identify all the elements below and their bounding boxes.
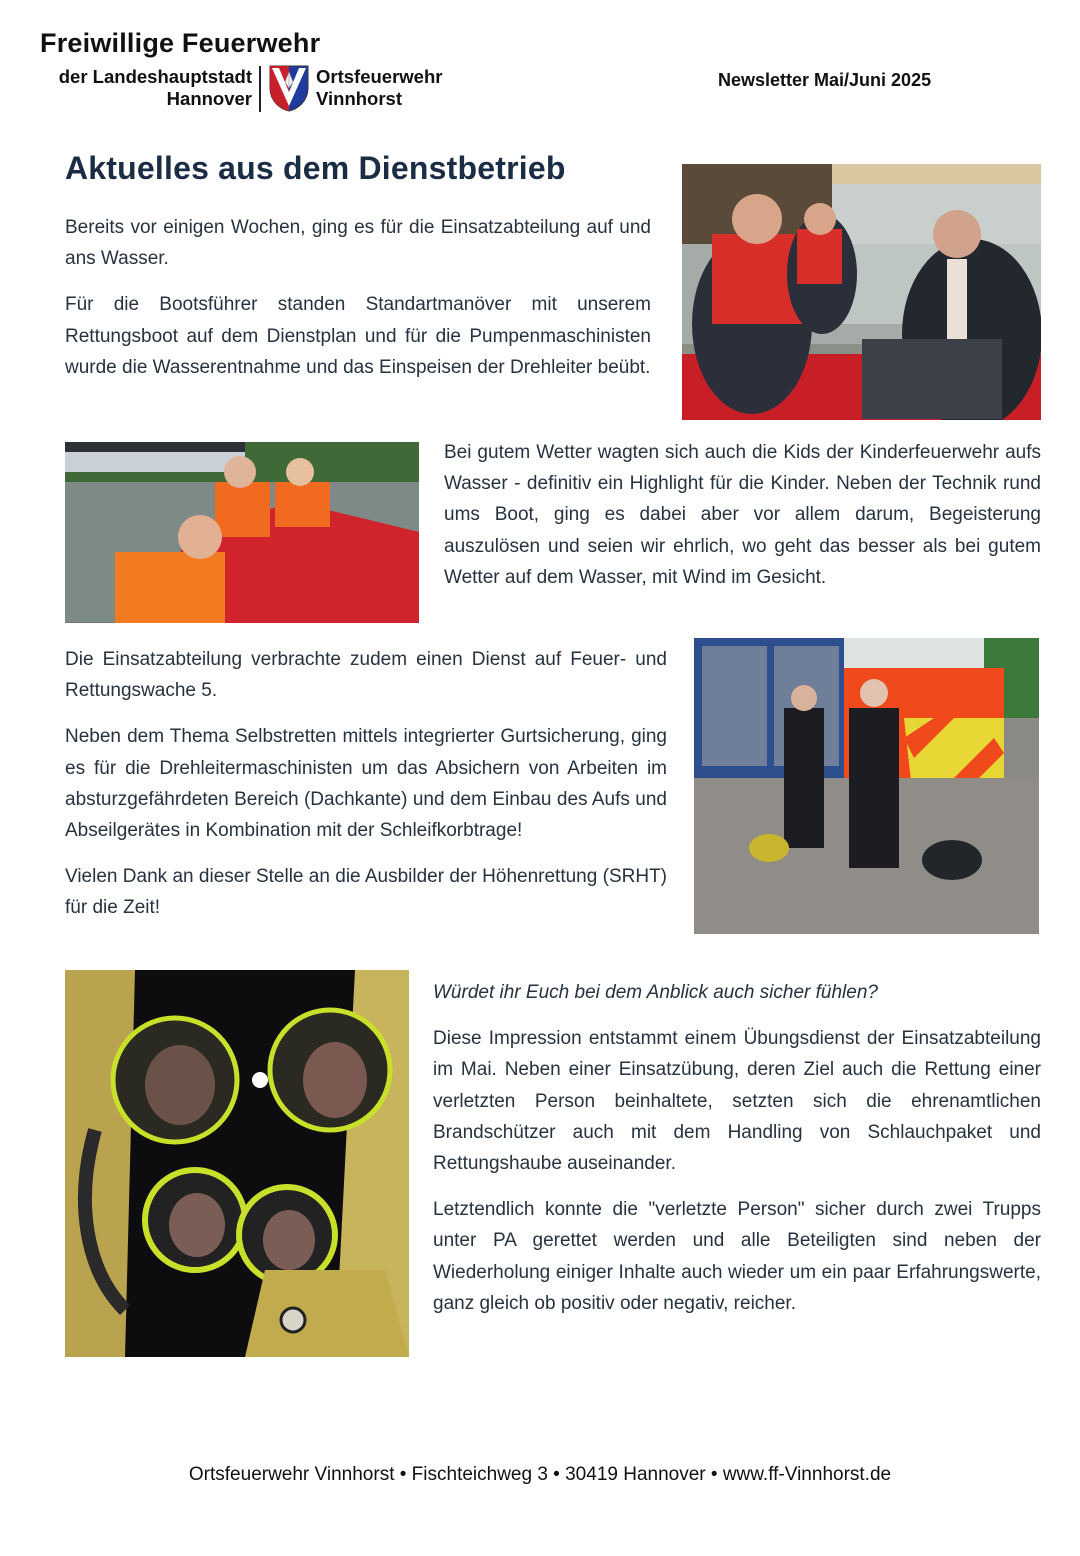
photo-rescue-boat-crew	[682, 164, 1041, 420]
org-right-line1: Ortsfeuerwehr	[316, 66, 443, 87]
paragraph: Neben dem Thema Selbstretten mittels integrierter Gurtsicherung, ging es für die Drehleitermaschinisten um das Absichern von Arbeiten im absturzgefährdeten Bereich (Dachkante) und dem Einbau des Aufs und Abseilgerätes in Kombination mit der Schleifkorbtrage!	[65, 726, 667, 842]
paragraph: Die Einsatzabteilung verbrachte zudem einen Dienst auf Feuer- und Rettungswache 5.	[65, 649, 667, 702]
logo-divider	[259, 66, 261, 112]
org-title: Freiwillige Feuerwehr	[40, 28, 321, 58]
org-left-line1: der Landeshauptstadt	[58, 66, 252, 87]
footer-address: Ortsfeuerwehr Vinnhorst • Fischteichweg 3 • 30419 Hannover • www.ff-Vinnhorst.de	[188, 1464, 892, 1485]
text-block-kids	[444, 437, 1041, 593]
org-right-line2: Vinnhorst	[316, 88, 402, 109]
org-subtitle-left	[40, 66, 252, 110]
paragraph: Bei gutem Wetter wagten sich auch die Kids der Kinderfeuerwehr aufs Wasser - definitiv ein Highlight für die Kinder. Neben der Technik rund ums Boot, ging es dabei aber vor allem darum, Begeisterung auszulösen und seien wir ehrlich, wo geht das besser als bei gutem Wetter auf dem Wasser, mit Wind im Gesicht.	[444, 442, 1041, 588]
text-block-breathing-apparatus	[433, 977, 1041, 1319]
text-block-rescue-station	[65, 644, 667, 924]
paragraph: Bereits vor einigen Wochen, ging es für die Einsatzabteilung auf und ans Wasser.	[65, 217, 651, 270]
photo-kids-in-boat	[65, 442, 419, 623]
coat-of-arms-icon	[268, 64, 310, 112]
page-title: Aktuelles aus dem Dienstbetrieb	[65, 150, 566, 186]
paragraph: Diese Impression entstammt einem Übungsdienst der Einsatzabteilung im Mai. Neben einer Einsatzübung, deren Ziel auch die Rettung einer verletzten Person beinhaltete, setzten sich die ehrenamtlichen Brandschützer auch mit dem Handling von Schlauchpaket und Rettungshaube auseinander.	[433, 1028, 1041, 1175]
paragraph: Vielen Dank an dieser Stelle an die Ausbilder der Höhenrettung (SRHT) für die Zeit!	[65, 866, 667, 919]
newsletter-issue: Newsletter Mai/Juni 2025	[718, 70, 932, 90]
text-block-boat-intro	[65, 212, 651, 383]
org-subtitle-right	[316, 66, 442, 110]
paragraph: Für die Bootsführer standen Standartmanöver mit unserem Rettungsboot auf dem Dienstplan und für die Pumpenmaschinisten wurde die Wasserentnahme und das Einspeisen der Drehleiter beübt.	[65, 294, 651, 378]
paragraph: Letztendlich konnte die "verletzte Person" sicher durch zwei Trupps unter PA gerettet werden und alle Beteiligten sind neben der Wiederholung einiger Inhalte auch wieder um ein paar Erfahrungswerte, ganz gleich ob positiv oder negativ, reicher.	[433, 1199, 1041, 1314]
photo-aerial-ladder-training	[694, 638, 1039, 934]
photo-breathing-apparatus-team	[65, 970, 409, 1357]
paragraph-question: Würdet ihr Euch bei dem Anblick auch sicher fühlen?	[433, 982, 878, 1003]
org-left-line2: Hannover	[166, 88, 252, 109]
